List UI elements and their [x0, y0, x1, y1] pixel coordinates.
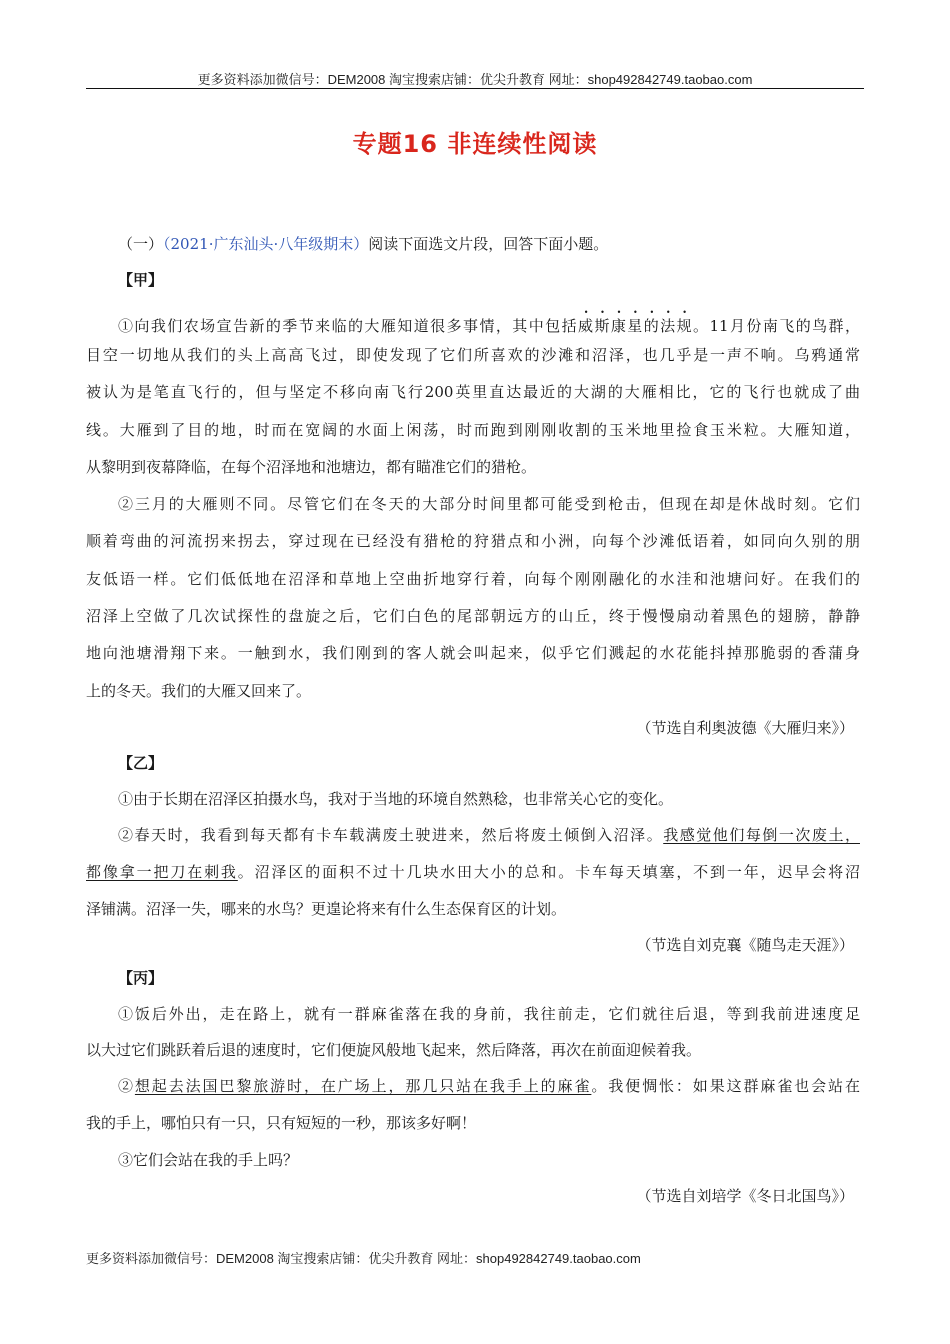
question-instruction: 阅读下面选文片段，回答下面小题。: [368, 235, 609, 253]
underlined-sentence: 都像拿一把刀在刺我: [86, 863, 238, 881]
underlined-sentence: 我感觉他们每倒一次废土，: [663, 826, 860, 844]
passage-jia-p2-line1: ②三月的大雁则不同。尽管它们在冬天的大部分时间里都可能受到枪击，但现在却是休战时刻。它们: [118, 495, 860, 513]
passage-jia-p1-line3: 被认为是笔直飞行的，但与坚定不移向南飞行200英里直达最近的大湖的大雁相比，它的飞行也就成了曲: [86, 383, 860, 401]
passage-bing-p1-line1: ①饭后外出，走在路上，就有一群麻雀落在我的身前，我往前走，它们就往后退，等到我前进速度足: [118, 1005, 860, 1023]
passage-jia-p2-line2: 顺着弯曲的河流拐来拐去，穿过现在已经没有猎枪的狩猎点和小洲，向每个沙滩低语着，如同向久别的朋: [86, 532, 860, 550]
question-source: （2021·广东汕头·八年级期末）: [163, 235, 369, 253]
passage-jia-marker: 【甲】: [118, 271, 164, 289]
page-title: 专题16 非连续性阅读: [352, 130, 598, 158]
passage-jia-p2-line6: 上的冬天。我们的大雁又回来了。: [86, 682, 312, 700]
passage-jia-p2-line3: 友低语一样。它们低低地在沼泽和草地上空曲折地穿行着，向每个刚刚融化的水洼和池塘问好。在我们的: [86, 570, 860, 588]
underlined-sentence: 想起去法国巴黎旅游时，在广场上，那几只站在我手上的麻雀: [134, 1077, 592, 1095]
question-intro: [118, 234, 860, 254]
passage-yi-p1: ①由于长期在沼泽区拍摄水鸟，我对于当地的环境自然熟稔，也非常关心它的变化。: [118, 790, 674, 808]
passage-bing-p3: ③它们会站在我的手上吗？: [118, 1151, 299, 1169]
passage-yi-source: （节选自刘克襄《随鸟走天涯》）: [636, 936, 854, 954]
page-footer: 更多资料添加微信号：DEM2008 淘宝搜索店铺：优尖升教育 网址：shop492842749.taobao.com: [86, 1251, 641, 1266]
passage-jia-source: （节选自利奥波德《大雁归来》）: [636, 719, 854, 737]
passage-yi-p2-line1: ②春天时，我看到每天都有卡车载满废土驶进来，然后将废土倾倒入沼泽。我感觉他们每倒一次废土，: [118, 826, 860, 844]
passage-jia-p1-line4: 线。大雁到了目的地，时而在宽阔的水面上闲荡，时而跑到刚刚收割的玉米地里捡食玉米粒。大雁知道，: [86, 421, 860, 439]
passage-yi-marker: 【乙】: [118, 754, 164, 772]
dotted-emphasis: 威斯康星的法规: [578, 317, 694, 335]
passage-yi-p2-line2: 都像拿一把刀在刺我。沼泽区的面积不过十几块水田大小的总和。卡车每天填塞，不到一年，迟早会将沼: [86, 863, 860, 881]
question-number: （一）: [118, 235, 164, 253]
passage-bing-marker: 【丙】: [118, 969, 164, 987]
passage-jia-p2-line5: 地向池塘滑翔下来。一触到水，我们刚到的客人就会叫起来，似乎它们溅起的水花能抖掉那脆弱的香蒲身: [86, 644, 860, 662]
passage-bing-p2-line2: 我的手上，哪怕只有一只，只有短短的一秒，那该多好啊！: [86, 1114, 477, 1132]
passage-jia-p1-line1: ①向我们农场宣告新的季节来临的大雁知道很多事情，其中包括威斯康星的法规。11月份南飞的鸟群，: [118, 317, 860, 335]
passage-bing-source: （节选自刘培学《冬日北国鸟》）: [636, 1187, 854, 1205]
passage-jia-p1-line5: 从黎明到夜幕降临，在每个沼泽地和池塘边，都有瞄准它们的猎枪。: [86, 458, 537, 476]
passage-jia-p2-line4: 沼泽上空做了几次试探性的盘旋之后，它们白色的尾部朝远方的山丘，终于慢慢扇动着黑色的翅膀，静静: [86, 607, 860, 625]
passage-bing-p2-line1: ②想起去法国巴黎旅游时，在广场上，那几只站在我手上的麻雀。我便惆怅：如果这群麻雀也会站在: [118, 1077, 860, 1095]
passage-jia-p1-line2: 目空一切地从我们的头上高高飞过，即使发现了它们所喜欢的沙滩和沼泽，也几乎是一声不响。乌鸦通常: [86, 346, 860, 364]
passage-bing-p1-line2: 以大过它们跳跃着后退的速度时，它们便旋风般地飞起来，然后降落，再次在前面迎候着我。: [86, 1041, 702, 1059]
header-divider: [86, 88, 864, 89]
passage-yi-p2-line3: 泽铺满。沼泽一失，哪来的水鸟？更遑论将来有什么生态保育区的计划。: [86, 900, 567, 918]
page-header: 更多资料添加微信号：DEM2008 淘宝搜索店铺：优尖升教育 网址：shop492842749.taobao.com: [197, 72, 753, 87]
